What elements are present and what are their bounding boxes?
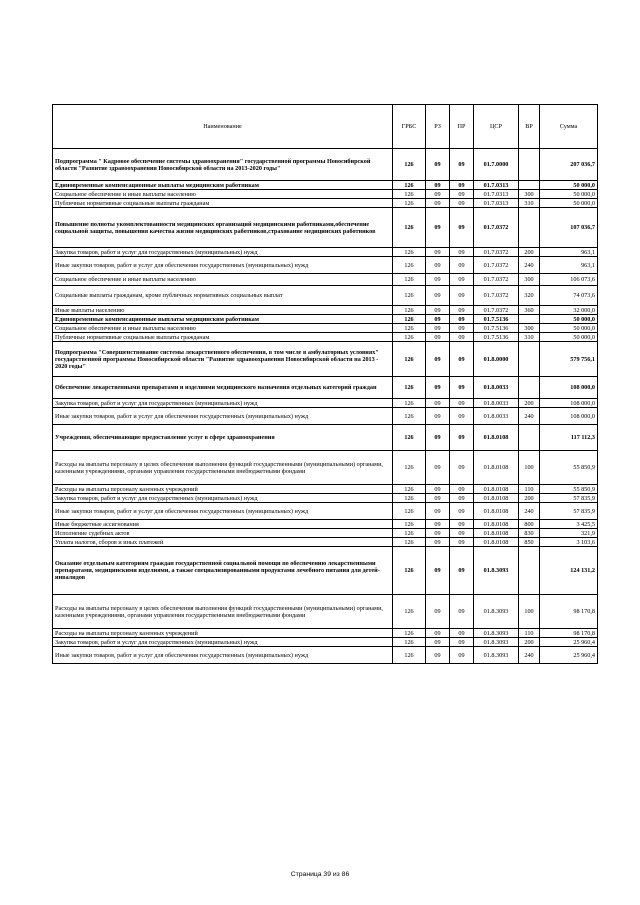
cell-vr: 300 bbox=[519, 190, 540, 199]
cell-sum: 25 960,4 bbox=[540, 638, 598, 647]
cell-rz: 09 bbox=[426, 306, 450, 315]
cell-csr: 01.8.3093 bbox=[474, 547, 519, 595]
cell-vr: 310 bbox=[519, 199, 540, 208]
cell-rz: 09 bbox=[426, 257, 450, 274]
cell-sum: 50 000,0 bbox=[540, 324, 598, 333]
cell-rz: 09 bbox=[426, 503, 450, 520]
cell-csr: 01.8.0108 bbox=[474, 503, 519, 520]
cell-pr: 09 bbox=[450, 208, 474, 248]
cell-sum: 207 036,7 bbox=[540, 149, 598, 181]
cell-vr bbox=[519, 425, 540, 451]
table-row bbox=[53, 629, 598, 638]
cell-name: Закупка товаров, работ и услуг для государственных (муниципальных) нужд bbox=[53, 638, 393, 647]
cell-vr: 320 bbox=[519, 286, 540, 306]
table-row bbox=[53, 248, 598, 257]
cell-pr: 09 bbox=[450, 377, 474, 399]
cell-vr bbox=[519, 208, 540, 248]
cell-sum: 124 131,2 bbox=[540, 547, 598, 595]
cell-name: Учреждения, обеспечивающие предоставление услуг в сфере здравоохранения bbox=[53, 425, 393, 451]
table-row bbox=[53, 377, 598, 399]
cell-csr: 01.7.0313 bbox=[474, 199, 519, 208]
cell-grbs: 126 bbox=[393, 629, 426, 638]
cell-name: Расходы на выплаты персоналу казенных учреждений bbox=[53, 485, 393, 494]
cell-rz: 09 bbox=[426, 529, 450, 538]
cell-rz: 09 bbox=[426, 181, 450, 190]
cell-csr: 01.8.0108 bbox=[474, 520, 519, 529]
table-row bbox=[53, 315, 598, 324]
cell-sum: 25 960,4 bbox=[540, 647, 598, 664]
cell-vr: 300 bbox=[519, 324, 540, 333]
cell-name: Расходы на выплаты персоналу в целях обеспечения выполнения функций государственными (муниципальными) органами, казенными учреждениями, органами управления государственными внебюджетными фондами bbox=[53, 451, 393, 485]
cell-pr: 09 bbox=[450, 149, 474, 181]
cell-name: Социальное обеспечение и иные выплаты населению bbox=[53, 190, 393, 199]
cell-grbs: 126 bbox=[393, 547, 426, 595]
cell-grbs: 126 bbox=[393, 520, 426, 529]
cell-pr: 09 bbox=[450, 485, 474, 494]
cell-sum: 579 756,1 bbox=[540, 342, 598, 377]
cell-vr bbox=[519, 547, 540, 595]
col-header-name: Наименование bbox=[53, 105, 393, 149]
cell-rz: 09 bbox=[426, 425, 450, 451]
cell-pr: 09 bbox=[450, 595, 474, 629]
cell-csr: 01.8.0108 bbox=[474, 538, 519, 547]
cell-pr: 09 bbox=[450, 547, 474, 595]
table-row bbox=[53, 199, 598, 208]
cell-vr: 240 bbox=[519, 647, 540, 664]
cell-grbs: 126 bbox=[393, 529, 426, 538]
cell-vr bbox=[519, 149, 540, 181]
cell-csr: 01.7.0313 bbox=[474, 190, 519, 199]
cell-pr: 09 bbox=[450, 181, 474, 190]
cell-name: Закупка товаров, работ и услуг для государственных (муниципальных) нужд bbox=[53, 494, 393, 503]
col-header-rz: РЗ bbox=[426, 105, 450, 149]
cell-sum: 50 000,0 bbox=[540, 315, 598, 324]
cell-csr: 01.8.3093 bbox=[474, 647, 519, 664]
cell-sum: 108 000,0 bbox=[540, 408, 598, 425]
table-row bbox=[53, 503, 598, 520]
table-row bbox=[53, 274, 598, 286]
cell-grbs: 126 bbox=[393, 286, 426, 306]
col-header-csr: ЦСР bbox=[474, 105, 519, 149]
table-row bbox=[53, 647, 598, 664]
cell-rz: 09 bbox=[426, 547, 450, 595]
cell-name: Расходы на выплаты персоналу казенных учреждений bbox=[53, 629, 393, 638]
cell-name: Иные закупки товаров, работ и услуг для обеспечения государственных (муниципальных) нужд bbox=[53, 257, 393, 274]
cell-vr: 200 bbox=[519, 399, 540, 408]
cell-csr: 01.7.5136 bbox=[474, 324, 519, 333]
table-row bbox=[53, 494, 598, 503]
cell-vr: 360 bbox=[519, 306, 540, 315]
table-row bbox=[53, 408, 598, 425]
cell-pr: 09 bbox=[450, 274, 474, 286]
cell-rz: 09 bbox=[426, 248, 450, 257]
cell-csr: 01.8.0033 bbox=[474, 399, 519, 408]
table-row bbox=[53, 529, 598, 538]
cell-sum: 108 000,0 bbox=[540, 377, 598, 399]
cell-rz: 09 bbox=[426, 286, 450, 306]
cell-rz: 09 bbox=[426, 408, 450, 425]
cell-sum: 108 000,0 bbox=[540, 399, 598, 408]
table-row bbox=[53, 399, 598, 408]
cell-sum: 321,9 bbox=[540, 529, 598, 538]
cell-name: Публичные нормативные социальные выплаты гражданам bbox=[53, 333, 393, 342]
cell-vr: 850 bbox=[519, 538, 540, 547]
cell-name: Иные выплаты населению bbox=[53, 306, 393, 315]
cell-csr: 01.7.5136 bbox=[474, 333, 519, 342]
cell-vr: 110 bbox=[519, 485, 540, 494]
cell-pr: 09 bbox=[450, 520, 474, 529]
cell-grbs: 126 bbox=[393, 342, 426, 377]
cell-grbs: 126 bbox=[393, 494, 426, 503]
cell-rz: 09 bbox=[426, 333, 450, 342]
cell-rz: 09 bbox=[426, 199, 450, 208]
cell-csr: 01.7.0372 bbox=[474, 248, 519, 257]
cell-rz: 09 bbox=[426, 190, 450, 199]
cell-csr: 01.7.5136 bbox=[474, 315, 519, 324]
cell-name: Подпрограмма " Кадровое обеспечение системы здравоохранения" государственной программы Новосибирской области "Развитие здравоохранения Новосибирской области на 2013-2020 годы" bbox=[53, 149, 393, 181]
col-header-vr: ВР bbox=[519, 105, 540, 149]
table-row bbox=[53, 538, 598, 547]
cell-sum: 117 112,3 bbox=[540, 425, 598, 451]
table-row bbox=[53, 149, 598, 181]
cell-name: Социальное обеспечение и иные выплаты населению bbox=[53, 324, 393, 333]
cell-csr: 01.8.0108 bbox=[474, 529, 519, 538]
cell-csr: 01.8.3093 bbox=[474, 638, 519, 647]
cell-vr: 200 bbox=[519, 248, 540, 257]
cell-sum: 55 850,9 bbox=[540, 451, 598, 485]
cell-rz: 09 bbox=[426, 324, 450, 333]
cell-pr: 09 bbox=[450, 199, 474, 208]
cell-pr: 09 bbox=[450, 629, 474, 638]
budget-table bbox=[52, 104, 598, 664]
cell-rz: 09 bbox=[426, 451, 450, 485]
cell-sum: 57 835,9 bbox=[540, 494, 598, 503]
cell-csr: 01.8.0108 bbox=[474, 451, 519, 485]
table-row bbox=[53, 595, 598, 629]
cell-rz: 09 bbox=[426, 208, 450, 248]
cell-pr: 09 bbox=[450, 451, 474, 485]
cell-rz: 09 bbox=[426, 274, 450, 286]
cell-grbs: 126 bbox=[393, 149, 426, 181]
cell-grbs: 126 bbox=[393, 181, 426, 190]
cell-grbs: 126 bbox=[393, 208, 426, 248]
cell-csr: 01.8.0108 bbox=[474, 425, 519, 451]
cell-grbs: 126 bbox=[393, 408, 426, 425]
cell-grbs: 126 bbox=[393, 315, 426, 324]
cell-name: Единовременные компенсационные выплаты медицинским работникам bbox=[53, 315, 393, 324]
cell-name: Оказание отдельным категориям граждан государственной социальной помощи по обеспечению лекарственными препаратами, медицинскими изделиями, а также специализированными продуктами лечебного питания для детей-инвалидов bbox=[53, 547, 393, 595]
cell-vr bbox=[519, 342, 540, 377]
cell-sum: 3 425,5 bbox=[540, 520, 598, 529]
cell-grbs: 126 bbox=[393, 190, 426, 199]
cell-sum: 50 000,0 bbox=[540, 199, 598, 208]
cell-sum: 98 170,8 bbox=[540, 629, 598, 638]
table-body bbox=[53, 149, 598, 664]
cell-pr: 09 bbox=[450, 638, 474, 647]
cell-vr: 240 bbox=[519, 257, 540, 274]
cell-vr: 200 bbox=[519, 494, 540, 503]
cell-name: Социальные выплаты гражданам, кроме публичных нормативных социальных выплат bbox=[53, 286, 393, 306]
cell-name: Иные закупки товаров, работ и услуг для обеспечения государственных (муниципальных) нужд bbox=[53, 408, 393, 425]
cell-rz: 09 bbox=[426, 538, 450, 547]
cell-grbs: 126 bbox=[393, 485, 426, 494]
table-row bbox=[53, 190, 598, 199]
cell-grbs: 126 bbox=[393, 377, 426, 399]
cell-pr: 09 bbox=[450, 503, 474, 520]
cell-vr: 200 bbox=[519, 638, 540, 647]
cell-grbs: 126 bbox=[393, 199, 426, 208]
cell-name: Публичные нормативные социальные выплаты гражданам bbox=[53, 199, 393, 208]
cell-name: Расходы на выплаты персоналу в целях обеспечения выполнения функций государственными (муниципальными) органами, казенными учреждениями, органами управления государственными внебюджетными фондами bbox=[53, 595, 393, 629]
cell-sum: 50 000,0 bbox=[540, 181, 598, 190]
cell-grbs: 126 bbox=[393, 257, 426, 274]
cell-grbs: 126 bbox=[393, 595, 426, 629]
cell-grbs: 126 bbox=[393, 647, 426, 664]
table-row bbox=[53, 208, 598, 248]
cell-pr: 09 bbox=[450, 315, 474, 324]
cell-grbs: 126 bbox=[393, 451, 426, 485]
cell-pr: 09 bbox=[450, 494, 474, 503]
cell-pr: 09 bbox=[450, 538, 474, 547]
cell-sum: 3 103,6 bbox=[540, 538, 598, 547]
table-row bbox=[53, 333, 598, 342]
cell-pr: 09 bbox=[450, 529, 474, 538]
cell-csr: 01.7.0372 bbox=[474, 208, 519, 248]
cell-rz: 09 bbox=[426, 520, 450, 529]
table-row bbox=[53, 485, 598, 494]
cell-pr: 09 bbox=[450, 248, 474, 257]
cell-pr: 09 bbox=[450, 286, 474, 306]
cell-rz: 09 bbox=[426, 647, 450, 664]
cell-vr: 240 bbox=[519, 503, 540, 520]
cell-csr: 01.8.3093 bbox=[474, 595, 519, 629]
cell-sum: 106 073,6 bbox=[540, 274, 598, 286]
page-footer: Страница 39 из 86 bbox=[290, 871, 350, 878]
cell-vr bbox=[519, 315, 540, 324]
cell-sum: 57 835,9 bbox=[540, 503, 598, 520]
cell-name: Исполнение судебных актов bbox=[53, 529, 393, 538]
cell-pr: 09 bbox=[450, 257, 474, 274]
cell-name: Закупка товаров, работ и услуг для государственных (муниципальных) нужд bbox=[53, 248, 393, 257]
cell-pr: 09 bbox=[450, 324, 474, 333]
cell-rz: 09 bbox=[426, 399, 450, 408]
col-header-grbs: ГРБС bbox=[393, 105, 426, 149]
cell-pr: 09 bbox=[450, 306, 474, 315]
cell-grbs: 126 bbox=[393, 503, 426, 520]
cell-csr: 01.7.0372 bbox=[474, 306, 519, 315]
cell-rz: 09 bbox=[426, 342, 450, 377]
cell-name: Уплата налогов, сборов и иных платежей bbox=[53, 538, 393, 547]
table-header-row bbox=[53, 105, 598, 149]
cell-name: Иные бюджетные ассигнования bbox=[53, 520, 393, 529]
cell-sum: 963,1 bbox=[540, 257, 598, 274]
cell-grbs: 126 bbox=[393, 274, 426, 286]
cell-csr: 01.8.0108 bbox=[474, 494, 519, 503]
cell-pr: 09 bbox=[450, 425, 474, 451]
cell-vr: 100 bbox=[519, 595, 540, 629]
cell-grbs: 126 bbox=[393, 425, 426, 451]
cell-name: Иные закупки товаров, работ и услуг для обеспечения государственных (муниципальных) нужд bbox=[53, 647, 393, 664]
cell-name: Обеспечение лекарственными препаратами и изделиями медицинского назначения отдельных категорий граждан bbox=[53, 377, 393, 399]
cell-pr: 09 bbox=[450, 342, 474, 377]
cell-vr bbox=[519, 181, 540, 190]
cell-pr: 09 bbox=[450, 408, 474, 425]
col-header-pr: ПР bbox=[450, 105, 474, 149]
cell-vr: 800 bbox=[519, 520, 540, 529]
cell-name: Подпрограмма "Совершенствование системы лекарственного обеспечения, в том числе в амбулаторных условиях" государственной программы Новосибирской области "Развитие здравоохранения Новосибирской области на 2013 - 2020 годы" bbox=[53, 342, 393, 377]
cell-csr: 01.8.0108 bbox=[474, 485, 519, 494]
cell-vr: 100 bbox=[519, 451, 540, 485]
table-row bbox=[53, 342, 598, 377]
table-row bbox=[53, 638, 598, 647]
cell-grbs: 126 bbox=[393, 324, 426, 333]
cell-csr: 01.7.0372 bbox=[474, 257, 519, 274]
cell-sum: 107 036,7 bbox=[540, 208, 598, 248]
cell-pr: 09 bbox=[450, 399, 474, 408]
cell-name: Повышение полноты укомплектованности медицинских организаций медицинскими работниками,обеспечение социальной защиты, повышения качества жизни медицинских работников,страхование медицинских работников bbox=[53, 208, 393, 248]
cell-sum: 50 000,0 bbox=[540, 333, 598, 342]
table-row bbox=[53, 286, 598, 306]
cell-name: Закупка товаров, работ и услуг для государственных (муниципальных) нужд bbox=[53, 399, 393, 408]
cell-vr: 110 bbox=[519, 629, 540, 638]
cell-rz: 09 bbox=[426, 638, 450, 647]
cell-grbs: 126 bbox=[393, 306, 426, 315]
cell-grbs: 126 bbox=[393, 333, 426, 342]
budget-table-sheet bbox=[52, 104, 597, 664]
table-row bbox=[53, 520, 598, 529]
cell-sum: 32 000,0 bbox=[540, 306, 598, 315]
table-row bbox=[53, 324, 598, 333]
cell-grbs: 126 bbox=[393, 248, 426, 257]
cell-pr: 09 bbox=[450, 333, 474, 342]
cell-name: Иные закупки товаров, работ и услуг для обеспечения государственных (муниципальных) нужд bbox=[53, 503, 393, 520]
cell-sum: 98 170,8 bbox=[540, 595, 598, 629]
cell-rz: 09 bbox=[426, 149, 450, 181]
table-row bbox=[53, 306, 598, 315]
cell-pr: 09 bbox=[450, 647, 474, 664]
table-row bbox=[53, 181, 598, 190]
cell-rz: 09 bbox=[426, 595, 450, 629]
cell-sum: 963,1 bbox=[540, 248, 598, 257]
cell-pr: 09 bbox=[450, 190, 474, 199]
cell-grbs: 126 bbox=[393, 638, 426, 647]
cell-csr: 01.7.0000 bbox=[474, 149, 519, 181]
cell-name: Социальное обеспечение и иные выплаты населению bbox=[53, 274, 393, 286]
cell-csr: 01.8.0033 bbox=[474, 377, 519, 399]
cell-grbs: 126 bbox=[393, 399, 426, 408]
cell-csr: 01.7.0372 bbox=[474, 274, 519, 286]
cell-grbs: 126 bbox=[393, 538, 426, 547]
cell-vr: 240 bbox=[519, 408, 540, 425]
cell-sum: 50 000,0 bbox=[540, 190, 598, 199]
cell-rz: 09 bbox=[426, 494, 450, 503]
table-row bbox=[53, 257, 598, 274]
cell-name: Единовременные компенсационные выплаты медицинским работникам bbox=[53, 181, 393, 190]
cell-csr: 01.8.0033 bbox=[474, 408, 519, 425]
cell-vr: 300 bbox=[519, 274, 540, 286]
col-header-sum: Сумма bbox=[540, 105, 598, 149]
cell-csr: 01.8.0000 bbox=[474, 342, 519, 377]
cell-rz: 09 bbox=[426, 315, 450, 324]
cell-rz: 09 bbox=[426, 629, 450, 638]
cell-sum: 74 073,6 bbox=[540, 286, 598, 306]
cell-rz: 09 bbox=[426, 377, 450, 399]
cell-rz: 09 bbox=[426, 485, 450, 494]
cell-csr: 01.7.0313 bbox=[474, 181, 519, 190]
cell-csr: 01.8.3093 bbox=[474, 629, 519, 638]
cell-vr: 830 bbox=[519, 529, 540, 538]
cell-csr: 01.7.0372 bbox=[474, 286, 519, 306]
table-row bbox=[53, 547, 598, 595]
table-row bbox=[53, 451, 598, 485]
cell-sum: 55 850,9 bbox=[540, 485, 598, 494]
table-row bbox=[53, 425, 598, 451]
cell-vr: 310 bbox=[519, 333, 540, 342]
cell-vr bbox=[519, 377, 540, 399]
